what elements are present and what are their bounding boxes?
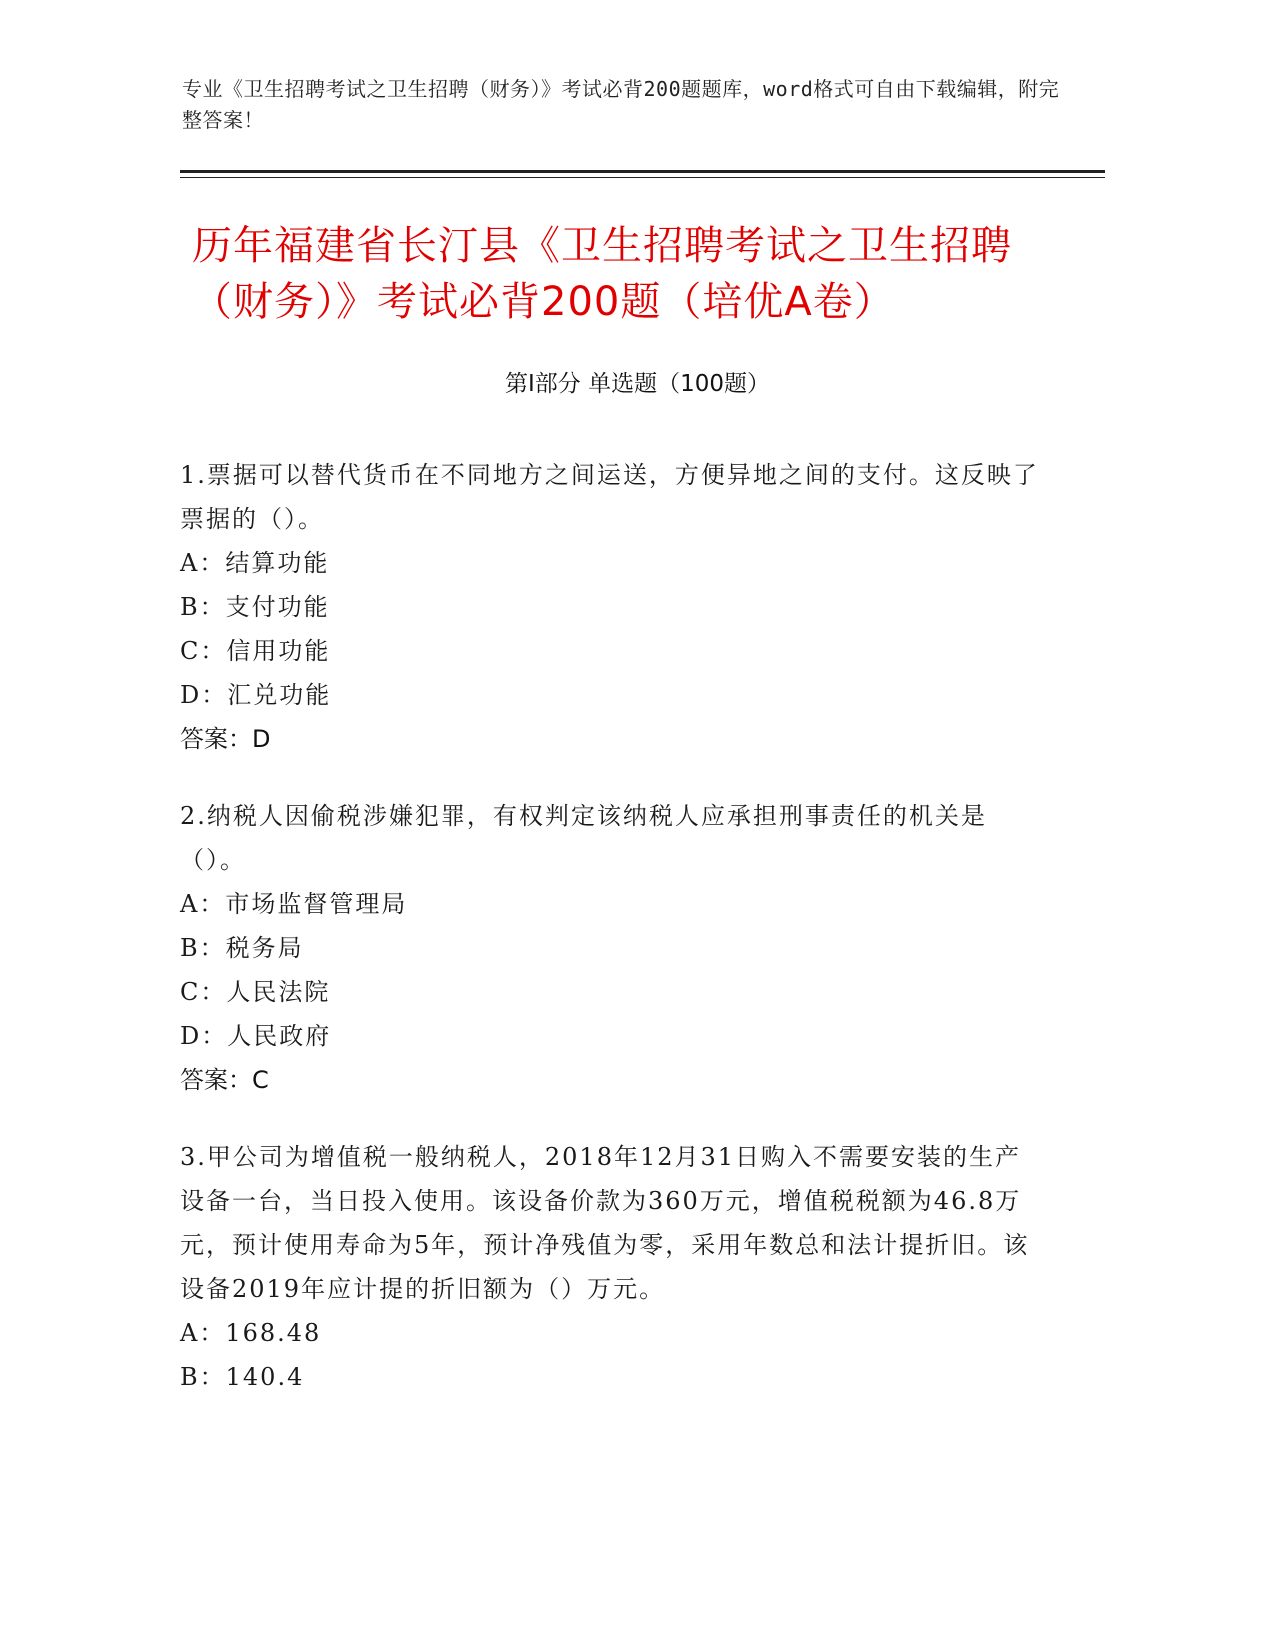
- option-c: C：信用功能: [180, 637, 331, 665]
- option-b: B：支付功能: [180, 593, 330, 621]
- header-divider-thick: [180, 170, 1105, 173]
- header-note: 专业《卫生招聘考试之卫生招聘（财务）》考试必背200题题库，word格式可自由下载编辑，附完整答案！: [182, 77, 1060, 132]
- answer-line: 答案：C: [180, 1066, 269, 1094]
- option-c: C：人民法院: [180, 978, 331, 1006]
- question-2: [180, 794, 1040, 1102]
- option-b: B：140.4: [180, 1363, 305, 1391]
- question-stem: 3.甲公司为增值税一般纳税人，2018年12月31日购入不需要安装的生产设备一台，当日投入使用。该设备价款为360万元，增值税税额为46.8万元，预计使用寿命为5年，预计净残值为零，采用年数总和法计提折旧。该设备2019年应计提的折旧额为（）万元。: [180, 1143, 1030, 1303]
- option-d: D：汇兑功能: [180, 681, 332, 709]
- option-a: A：市场监督管理局: [180, 890, 408, 918]
- question-1: [180, 453, 1040, 761]
- document-title: 历年福建省长汀县《卫生招聘考试之卫生招聘（财务）》考试必背200题（培优A卷）: [192, 223, 1012, 325]
- option-a: A：结算功能: [180, 549, 330, 577]
- question-stem: 1.票据可以替代货币在不同地方之间运送，方便异地之间的支付。这反映了票据的（）。: [180, 461, 1039, 533]
- option-b: B：税务局: [180, 934, 304, 962]
- question-3: [180, 1135, 1040, 1399]
- question-stem: 2.纳税人因偷税涉嫌犯罪，有权判定该纳税人应承担刑事责任的机关是（）。: [180, 802, 987, 874]
- header-divider-thin: [180, 177, 1105, 178]
- question-list: [180, 453, 1040, 1432]
- option-d: D：人民政府: [180, 1022, 332, 1050]
- section-heading: 第Ⅰ部分 单选题（100题）: [505, 371, 770, 397]
- answer-line: 答案：D: [180, 725, 271, 753]
- option-a: A：168.48: [180, 1319, 322, 1347]
